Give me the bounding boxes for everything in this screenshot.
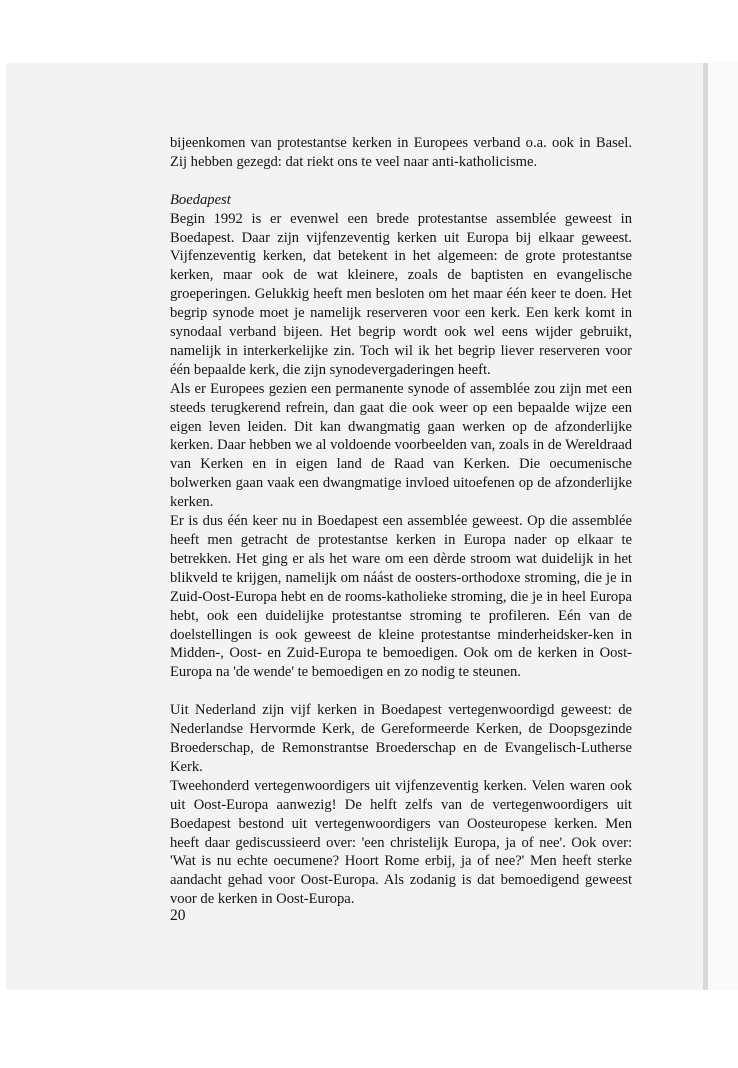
section-heading: Boedapest [170, 191, 231, 208]
paragraph-nederland: Uit Nederland zijn vijf kerken in Boedapest vertegenwoordigd geweest: de Nederlandse Hervormde Kerk, de Gereformeerde Kerken, de Doopsgezinde Broederschap, de Remonstrantse Broederschap en de Evangelisch-Lutherse Kerk. [170, 702, 632, 775]
paragraph-spacer [170, 172, 632, 191]
paragraph-spacer [170, 682, 632, 701]
paragraph-boedapest: Er is dus één keer nu in Boedapest een assemblée geweest. Op die assemblée heeft men getracht de protestantse kerken in Europa nader op elkaar te betrekken. Het ging er als het ware om een dèrde stroom wat duidelijk in het blikveld te krijgen, namelijk om náást de oosters-orthodoxe stroming, die je in Zuid-Oost-Europa hebt en de rooms-katholieke stroming, die je in heel Europa hebt, ook een duidelijke protestantse stroming te profileren. Eén van de doelstellingen is ook geweest de kleine protestantse minderheidsker-ken in Midden-, Oost- en Zuid-Europa te bemoedigen. Ook om de kerken in Oost-Europa na 'de wende' te bemoedigen en zo nodig te steunen. [170, 513, 632, 681]
page-number: 20 [170, 907, 186, 924]
page-edge-margin [708, 63, 738, 990]
page-body-text [170, 134, 632, 909]
paragraph-intro: bijeenkomen van protestantse kerken in Europees verband o.a. ook in Basel. Zij hebben gezegd: dat riekt ons te veel naar anti-katholicisme. [170, 135, 632, 170]
paragraph-assemblee: Begin 1992 is er evenwel een brede protestantse assemblée geweest in Boedapest. Daar zijn vijfenzeventig kerken uit Europa bij elkaar geweest. Vijfenzeventig kerken, dat betekent in het algemeen: de grote protestantse kerken, maar ook de wat kleinere, zoals de baptisten en evangelische groeperingen. Gelukkig heeft men besloten om het maar één keer te doen. Het begrip synode moet je namelijk reserveren voor een kerk. Een kerk komt in synodaal verband bijeen. Het begrip wordt ook wel eens wijder gebruikt, namelijk in interkerkelijke zin. Toch wil ik het begrip liever reserveren voor één bepaalde kerk, die zijn synodevergaderingen heeft. [170, 210, 632, 378]
paragraph-tweehonderd: Tweehonderd vertegenwoordigers uit vijfenzeventig kerken. Velen waren ook uit Oost-Europa aanwezig! De helft zelfs van de vertegenwoordigers uit Boedapest bestond uit vertegenwoordigers van Oosteuropese kerken. Men heeft daar gediscussieerd over: 'een christelijk Europa, ja of nee'. Ook over: 'Wat is nu echte oecumene? Hoort Rome erbij, ja of nee?' Men heeft sterke aandacht gehad voor Oost-Europa. Als zodanig is dat bemoedigend geweest voor de kerken in Oost-Europa. [170, 777, 632, 908]
paragraph-synode: Als er Europees gezien een permanente synode of assemblée zou zijn met een steeds terugkerend refrein, dan gaat die ook weer op een bepaalde wijze een eigen leven leiden. Dit kan dwangmatig gaan werken op de afzonderlijke kerken. Daar hebben we al voldoende voorbeelden van, zoals in de Wereldraad van Kerken en in eigen land de Raad van Kerken. Die oecumenische bolwerken gaan vaak een dwangmatige invloed uitoefenen op de afzonderlijke kerken. [170, 380, 632, 511]
